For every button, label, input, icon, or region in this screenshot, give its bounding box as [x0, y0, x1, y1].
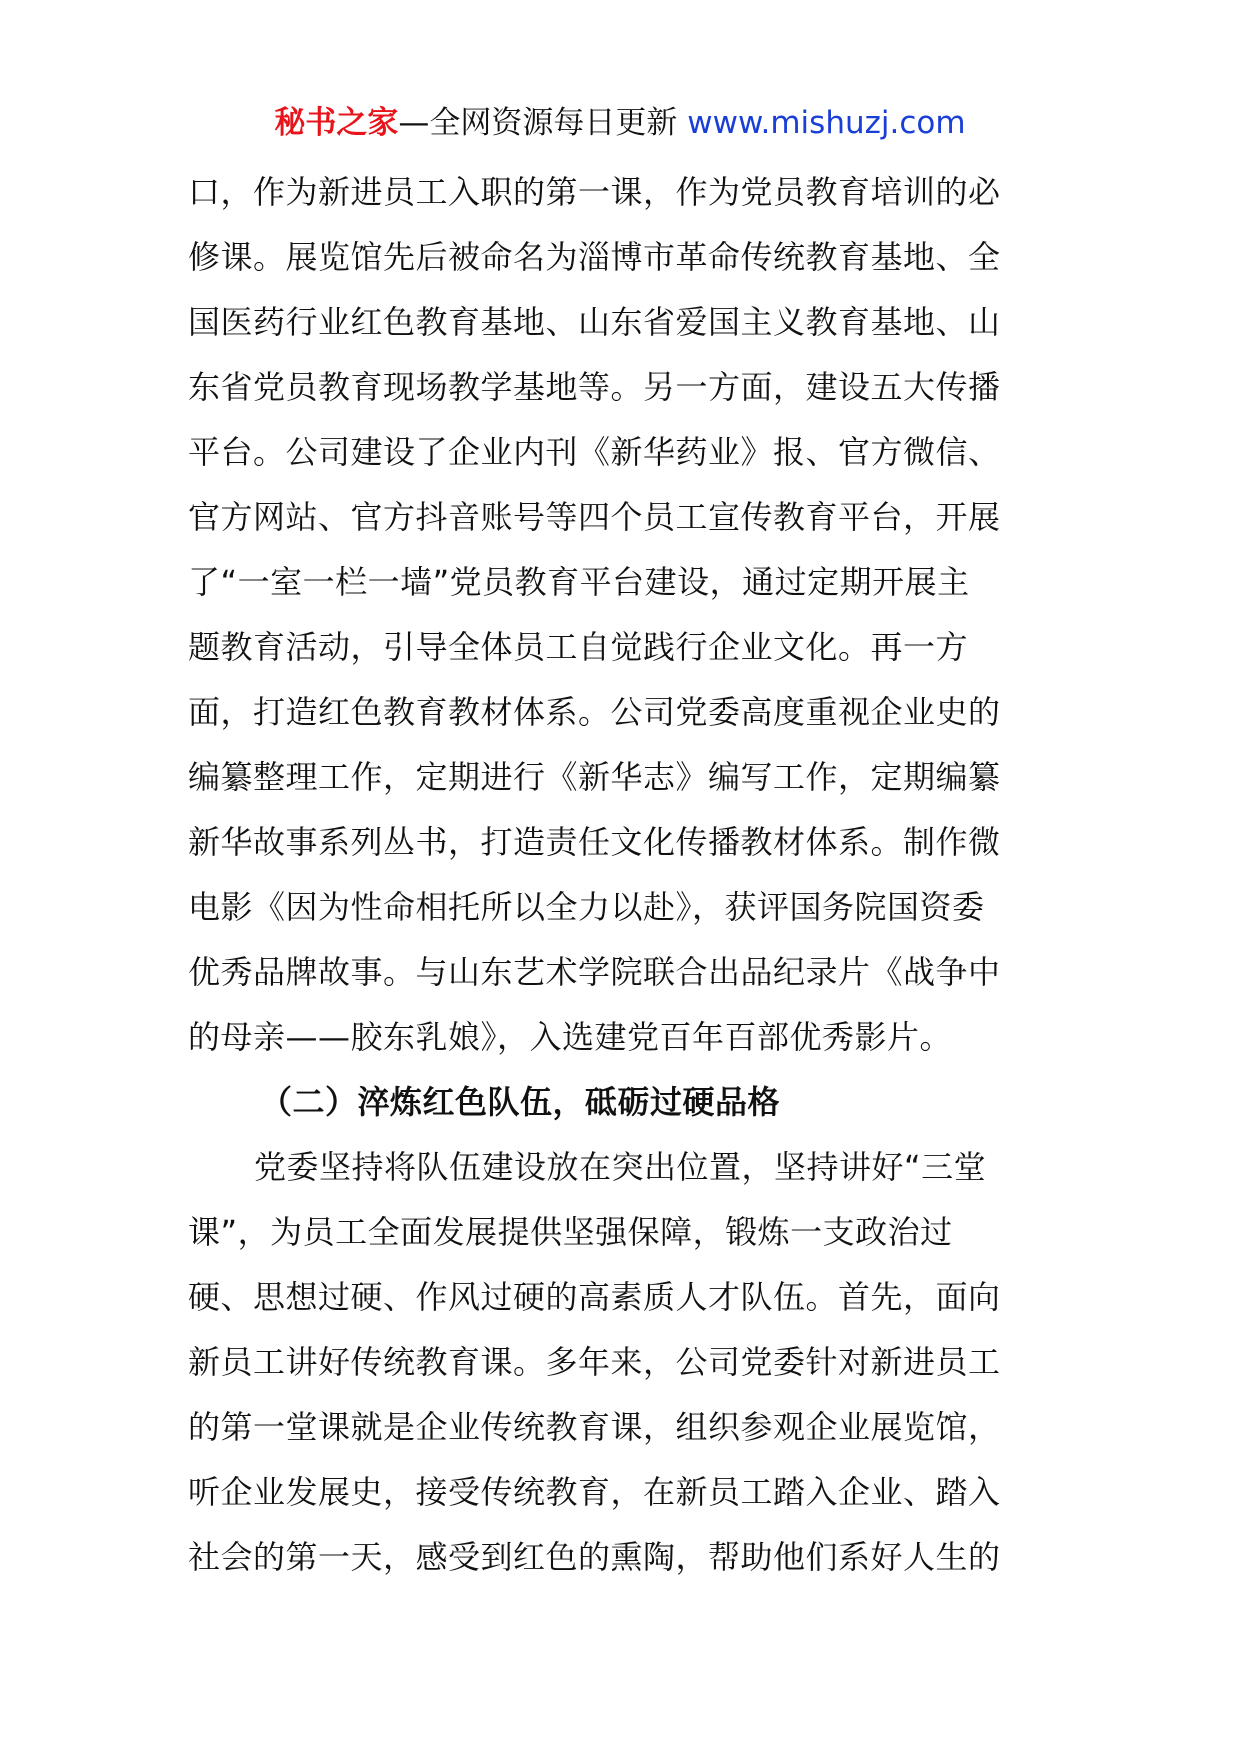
text-line: 新华故事系列丛书，打造责任文化传播教材体系。制作微	[188, 823, 1001, 861]
text-line: 优秀品牌故事。与山东艺术学院联合出品纪录片《战争中	[188, 953, 1001, 991]
text-line: 编纂整理工作，定期进行《新华志》编写工作，定期编纂	[188, 758, 1001, 796]
text-line: 面，打造红色教育教材体系。公司党委高度重视企业史的	[188, 693, 1001, 731]
header-url-link[interactable]: www.mishuzj.com	[687, 105, 966, 141]
document-body	[188, 160, 1056, 1590]
text-line: 国医药行业红色教育基地、山东省爱国主义教育基地、山	[188, 303, 1001, 341]
page-header	[0, 103, 1240, 143]
text-line: 口，作为新进员工入职的第一课，作为党员教育培训的必	[188, 173, 1001, 211]
text-line: 的母亲——胶东乳娘》，入选建党百年百部优秀影片。	[188, 1018, 953, 1056]
paragraph-1	[188, 160, 1056, 1070]
text-line: 题教育活动，引导全体员工自觉践行企业文化。再一方	[188, 628, 969, 666]
text-line: 社会的第一天，感受到红色的熏陶，帮助他们系好人生的	[188, 1538, 1001, 1576]
text-line: 听企业发展史，接受传统教育，在新员工踏入企业、踏入	[188, 1473, 1001, 1511]
section-heading: （二）淬炼红色队伍，砥砺过硬品格	[260, 1083, 781, 1121]
paragraph-2	[188, 1135, 1056, 1590]
text-line: 修课。展览馆先后被命名为淄博市革命传统教育基地、全	[188, 238, 1001, 276]
text-line: 课”，为员工全面发展提供坚强保障，锻炼一支政治过	[188, 1213, 953, 1251]
text-line: 硬、思想过硬、作风过硬的高素质人才队伍。首先，面向	[188, 1278, 1001, 1316]
text-line: 平台。公司建设了企业内刊《新华药业》报、官方微信、	[188, 433, 1001, 471]
header-tagline: —全网资源每日更新	[398, 105, 688, 141]
text-line: 官方网站、官方抖音账号等四个员工宣传教育平台，开展	[188, 498, 1001, 536]
text-line: 电影《因为性命相托所以全力以赴》，获评国务院国资委	[188, 888, 985, 926]
text-line: 新员工讲好传统教育课。多年来，公司党委针对新进员工	[188, 1343, 1001, 1381]
text-line: 党委坚持将队伍建设放在突出位置，坚持讲好“三堂	[254, 1148, 987, 1186]
brand-name: 秘书之家	[274, 105, 399, 141]
text-line: 了“一室一栏一墙”党员教育平台建设，通过定期开展主	[188, 563, 970, 601]
text-line: 东省党员教育现场教学基地等。另一方面，建设五大传播	[188, 368, 1001, 406]
text-line: 的第一堂课就是企业传统教育课，组织参观企业展览馆，	[188, 1408, 1001, 1446]
